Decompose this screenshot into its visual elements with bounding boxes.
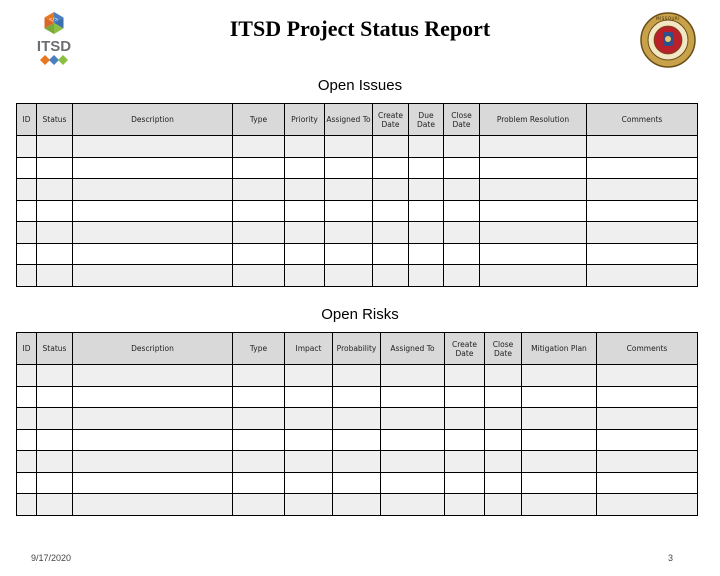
table-cell [37, 222, 73, 244]
table-cell [333, 494, 381, 516]
table-cell [597, 451, 698, 473]
table-row [17, 179, 698, 201]
col-description: Description [73, 104, 233, 136]
table-cell [587, 243, 698, 265]
table-cell [373, 222, 409, 244]
table-cell [285, 429, 333, 451]
table-cell [17, 472, 37, 494]
table-cell [480, 222, 587, 244]
table-cell [37, 157, 73, 179]
col-type: Type [233, 104, 285, 136]
footer-date: 9/17/2020 [31, 553, 72, 563]
table-cell [522, 386, 597, 408]
col-id: ID [17, 333, 37, 365]
table-cell [73, 157, 233, 179]
table-cell [285, 265, 325, 287]
table-cell [381, 365, 445, 387]
table-cell [285, 451, 333, 473]
table-cell [381, 386, 445, 408]
table-cell [325, 157, 373, 179]
col-close-date: Close Date [444, 104, 480, 136]
table-cell [37, 136, 73, 158]
table-cell [73, 494, 233, 516]
table-cell [325, 200, 373, 222]
table-cell [445, 429, 485, 451]
table-cell [444, 157, 480, 179]
table-cell [233, 265, 285, 287]
table-cell [587, 157, 698, 179]
table-cell [444, 222, 480, 244]
table-cell [285, 157, 325, 179]
table-row [17, 265, 698, 287]
table-cell [587, 136, 698, 158]
table-cell [409, 200, 444, 222]
table-cell [373, 265, 409, 287]
col-status: Status [37, 104, 73, 136]
table-cell [381, 408, 445, 430]
table-cell [37, 408, 73, 430]
table-cell [333, 429, 381, 451]
table-cell [233, 472, 285, 494]
missouri-seal [640, 12, 696, 68]
table-cell [233, 494, 285, 516]
table-cell [73, 200, 233, 222]
table-cell [373, 179, 409, 201]
table-cell [17, 179, 37, 201]
issues-table [16, 103, 698, 287]
table-cell [73, 222, 233, 244]
table-cell [37, 386, 73, 408]
table-cell [325, 179, 373, 201]
table-cell [17, 429, 37, 451]
table-cell [17, 451, 37, 473]
table-cell [285, 136, 325, 158]
table-cell [409, 179, 444, 201]
col-assigned-to: Assigned To [381, 333, 445, 365]
table-cell [485, 365, 522, 387]
table-cell [285, 200, 325, 222]
issues-body [17, 136, 698, 287]
col-create-date: Create Date [373, 104, 409, 136]
table-cell [409, 265, 444, 287]
issues-section-title: Open Issues [317, 77, 403, 94]
table-cell [444, 179, 480, 201]
table-cell [325, 243, 373, 265]
table-cell [233, 222, 285, 244]
table-cell [587, 200, 698, 222]
svg-text:</>: </> [49, 17, 59, 23]
table-cell [522, 408, 597, 430]
table-cell [285, 408, 333, 430]
table-cell [233, 408, 285, 430]
table-cell [597, 386, 698, 408]
page-number: 3 [668, 553, 674, 563]
table-cell [37, 365, 73, 387]
table-row [17, 494, 698, 516]
table-cell [587, 222, 698, 244]
table-cell [597, 429, 698, 451]
table-cell [325, 265, 373, 287]
table-cell [285, 472, 333, 494]
table-cell [233, 451, 285, 473]
table-cell [445, 451, 485, 473]
col-problem-resolution: Problem Resolution [480, 104, 587, 136]
table-cell [233, 200, 285, 222]
table-cell [445, 386, 485, 408]
table-cell [485, 429, 522, 451]
table-cell [233, 179, 285, 201]
table-cell [381, 429, 445, 451]
table-cell [233, 243, 285, 265]
table-cell [17, 243, 37, 265]
table-cell [37, 243, 73, 265]
col-mitigation-plan: Mitigation Plan [522, 333, 597, 365]
table-cell [522, 429, 597, 451]
table-cell [37, 494, 73, 516]
col-probability: Probability [333, 333, 381, 365]
table-cell [285, 365, 333, 387]
table-cell [17, 200, 37, 222]
table-cell [233, 136, 285, 158]
risks-table [16, 332, 698, 516]
table-cell [285, 386, 333, 408]
table-row [17, 451, 698, 473]
risks-header-row [17, 333, 698, 365]
risks-body [17, 365, 698, 516]
report-title: ITSD Project Status Report [229, 16, 491, 41]
table-cell [73, 451, 233, 473]
col-status: Status [37, 333, 73, 365]
svg-text:MISSOURI: MISSOURI [656, 16, 680, 21]
table-cell [480, 136, 587, 158]
table-cell [17, 222, 37, 244]
col-id: ID [17, 104, 37, 136]
table-row [17, 429, 698, 451]
col-description: Description [73, 333, 233, 365]
table-cell [522, 472, 597, 494]
table-cell [445, 365, 485, 387]
table-cell [597, 365, 698, 387]
table-cell [445, 472, 485, 494]
table-cell [17, 386, 37, 408]
table-row [17, 365, 698, 387]
col-assigned-to: Assigned To [325, 104, 373, 136]
table-cell [17, 265, 37, 287]
table-cell [597, 494, 698, 516]
table-row [17, 200, 698, 222]
table-cell [233, 365, 285, 387]
table-cell [73, 408, 233, 430]
table-cell [333, 408, 381, 430]
table-cell [444, 136, 480, 158]
table-cell [409, 243, 444, 265]
table-cell [37, 429, 73, 451]
table-cell [17, 408, 37, 430]
table-cell [480, 265, 587, 287]
table-row [17, 472, 698, 494]
col-create-date: Create Date [445, 333, 485, 365]
col-impact: Impact [285, 333, 333, 365]
table-cell [325, 136, 373, 158]
table-cell [373, 157, 409, 179]
table-cell [485, 386, 522, 408]
table-cell [597, 408, 698, 430]
table-cell [73, 243, 233, 265]
table-cell [444, 200, 480, 222]
table-row [17, 386, 698, 408]
table-cell [373, 243, 409, 265]
table-cell [522, 365, 597, 387]
table-cell [73, 365, 233, 387]
table-cell [485, 408, 522, 430]
table-cell [333, 451, 381, 473]
table-cell [333, 365, 381, 387]
col-due-date: Due Date [409, 104, 444, 136]
table-cell [37, 200, 73, 222]
col-comments: Comments [587, 104, 698, 136]
table-cell [333, 472, 381, 494]
col-type: Type [233, 333, 285, 365]
table-cell [285, 179, 325, 201]
table-cell [445, 408, 485, 430]
table-cell [444, 265, 480, 287]
table-cell [73, 179, 233, 201]
table-cell [522, 451, 597, 473]
table-cell [17, 157, 37, 179]
table-cell [445, 494, 485, 516]
issues-header-row [17, 104, 698, 136]
table-cell [285, 494, 333, 516]
table-cell [17, 494, 37, 516]
table-cell [485, 472, 522, 494]
table-cell [587, 265, 698, 287]
table-row [17, 243, 698, 265]
table-cell [233, 429, 285, 451]
table-cell [587, 179, 698, 201]
table-cell [285, 243, 325, 265]
table-row [17, 222, 698, 244]
table-cell [381, 494, 445, 516]
col-close-date: Close Date [485, 333, 522, 365]
table-cell [73, 429, 233, 451]
table-cell [480, 179, 587, 201]
table-cell [37, 472, 73, 494]
table-row [17, 136, 698, 158]
table-cell [37, 265, 73, 287]
table-cell [373, 136, 409, 158]
table-cell [409, 136, 444, 158]
table-cell [381, 472, 445, 494]
table-cell [444, 243, 480, 265]
table-cell [409, 222, 444, 244]
table-cell [522, 494, 597, 516]
col-comments: Comments [597, 333, 698, 365]
table-cell [73, 136, 233, 158]
table-cell [37, 451, 73, 473]
table-row [17, 157, 698, 179]
table-cell [37, 179, 73, 201]
table-cell [597, 472, 698, 494]
logo-text: ITSD [36, 38, 72, 55]
table-cell [285, 222, 325, 244]
table-cell [373, 200, 409, 222]
table-cell [17, 136, 37, 158]
table-cell [480, 200, 587, 222]
table-cell [233, 157, 285, 179]
table-cell [333, 386, 381, 408]
table-cell [73, 265, 233, 287]
table-row [17, 408, 698, 430]
table-cell [233, 386, 285, 408]
table-cell [17, 365, 37, 387]
table-cell [485, 451, 522, 473]
table-cell [409, 157, 444, 179]
table-cell [480, 243, 587, 265]
risks-section-title: Open Risks [321, 306, 399, 323]
table-cell [73, 386, 233, 408]
table-cell [381, 451, 445, 473]
col-priority: Priority [285, 104, 325, 136]
table-cell [325, 222, 373, 244]
table-cell [480, 157, 587, 179]
table-cell [485, 494, 522, 516]
table-cell [73, 472, 233, 494]
